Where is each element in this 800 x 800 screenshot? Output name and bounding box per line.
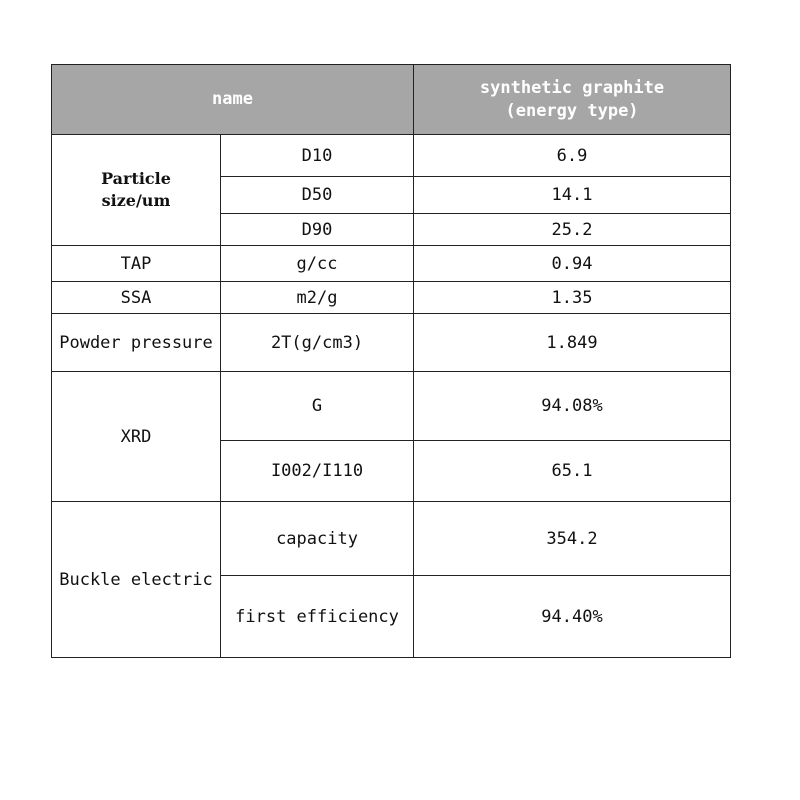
param-cell: capacity: [221, 502, 414, 576]
header-product-cell: [414, 65, 731, 135]
header-product-line1: synthetic graphite: [479, 77, 665, 98]
header-product-line2: (energy type): [505, 100, 639, 121]
group-buckle-electric: Buckle electric: [52, 502, 221, 658]
group-particle-size-line2: size/um: [101, 191, 171, 210]
group-xrd: XRD: [52, 372, 221, 502]
param-cell: G: [221, 372, 414, 441]
spec-table: [51, 64, 731, 658]
table-row: [52, 372, 731, 441]
value-cell: 94.40%: [414, 576, 731, 658]
group-ssa: SSA: [52, 282, 221, 314]
param-cell: 2T(g/cm3): [221, 314, 414, 372]
value-cell: 6.9: [414, 135, 731, 177]
header-row: [52, 65, 731, 135]
header-name-cell: name: [52, 65, 414, 135]
param-cell: g/cc: [221, 246, 414, 282]
param-cell: D10: [221, 135, 414, 177]
value-cell: 65.1: [414, 441, 731, 502]
value-cell: 25.2: [414, 214, 731, 246]
group-powder-pressure: Powder pressure: [52, 314, 221, 372]
value-cell: 94.08%: [414, 372, 731, 441]
table-row: [52, 502, 731, 576]
param-cell: m2/g: [221, 282, 414, 314]
group-tap: TAP: [52, 246, 221, 282]
value-cell: 354.2: [414, 502, 731, 576]
value-cell: 14.1: [414, 177, 731, 214]
table-row: [52, 314, 731, 372]
group-particle-size: [52, 135, 221, 246]
param-cell: I002/I110: [221, 441, 414, 502]
value-cell: 1.35: [414, 282, 731, 314]
table-row: [52, 135, 731, 177]
value-cell: 0.94: [414, 246, 731, 282]
value-cell: 1.849: [414, 314, 731, 372]
group-particle-size-line1: Particle: [101, 169, 171, 188]
param-cell: first efficiency: [221, 576, 414, 658]
param-cell: D90: [221, 214, 414, 246]
table-row: [52, 246, 731, 282]
param-cell: D50: [221, 177, 414, 214]
table-row: [52, 282, 731, 314]
